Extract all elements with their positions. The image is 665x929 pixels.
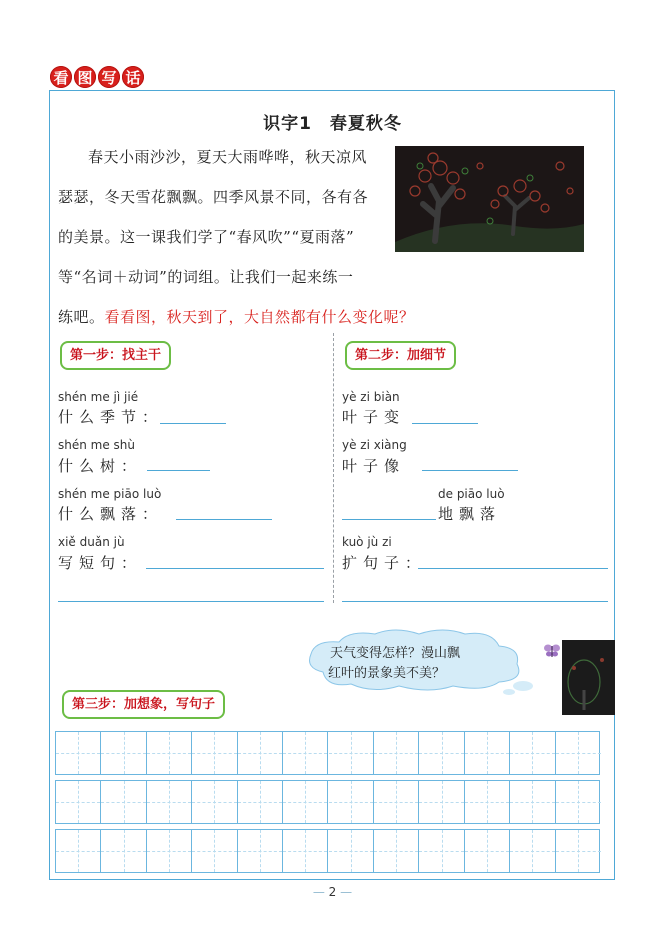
pinyin-write-short: xiě duǎn jù <box>58 535 125 549</box>
lesson-title: 识字1 春夏秋冬 <box>263 114 402 134</box>
pinyin-what-falls: shén me piāo luò <box>58 487 162 501</box>
page-number: 2 <box>328 885 337 899</box>
answer-line-expanded-sentence-2[interactable] <box>342 601 608 602</box>
intro-line-last <box>58 306 415 327</box>
thought-cloud-text <box>330 644 525 684</box>
intro-line: 的美景。这一课我们学了“春风吹”“夏雨落” <box>58 228 355 246</box>
intro-line: 瑟瑟，冬天雪花飘飘。四季风景不同，各有各 <box>58 188 369 206</box>
autumn-tree-illustration <box>395 146 584 252</box>
footer-dash: — <box>340 885 353 899</box>
grid-cell[interactable] <box>329 830 374 872</box>
prompt-falls-adverb: 地飘落 <box>438 505 502 523</box>
grid-cell[interactable] <box>238 830 283 872</box>
grid-cell[interactable] <box>56 830 101 872</box>
pinyin-leaves-change: yè zi biàn <box>342 390 400 404</box>
grid-cell[interactable] <box>329 732 374 774</box>
grid-cell[interactable] <box>192 781 237 823</box>
grid-cell[interactable] <box>556 830 601 872</box>
badge-char: 写 <box>98 66 120 88</box>
prompt-what-season: 什么季节： <box>58 408 164 426</box>
answer-line-expanded-sentence[interactable] <box>418 568 608 569</box>
grid-cell[interactable] <box>283 781 328 823</box>
answer-line-leaves-change[interactable] <box>412 423 478 424</box>
grid-cell[interactable] <box>465 732 510 774</box>
grid-cell[interactable] <box>329 781 374 823</box>
prompt-leaves-like: 叶子像 <box>342 457 406 475</box>
page-footer <box>0 885 665 899</box>
intro-question: 看看图，秋天到了，大自然都有什么变化呢？ <box>104 308 415 326</box>
intro-text: 练吧。 <box>58 308 105 326</box>
cloud-line: 天气变得怎样？漫山飘 <box>330 646 461 661</box>
step-three-label: 第三步：加想象，写句子 <box>62 690 225 719</box>
prompt-write-short: 写短句： <box>58 554 143 572</box>
grid-cell[interactable] <box>465 830 510 872</box>
butterfly-icon <box>543 643 561 663</box>
cloud-line: 红叶的景象美不美？ <box>328 666 446 681</box>
step-one-label: 第一步：找主干 <box>60 341 171 370</box>
grid-cell[interactable] <box>101 781 146 823</box>
grid-cell[interactable] <box>510 732 555 774</box>
badge-char: 图 <box>74 66 96 88</box>
grid-cell[interactable] <box>192 830 237 872</box>
grid-cell[interactable] <box>556 781 601 823</box>
grid-cell[interactable] <box>147 830 192 872</box>
pinyin-leaves-like: yè zi xiàng <box>342 438 407 452</box>
grid-cell[interactable] <box>419 830 464 872</box>
badge-char: 话 <box>122 66 144 88</box>
grid-cell[interactable] <box>56 732 101 774</box>
grid-cell[interactable] <box>374 830 419 872</box>
grid-cell[interactable] <box>465 781 510 823</box>
pinyin-falls-adverb: de piāo luò <box>438 487 505 501</box>
grid-cell[interactable] <box>419 781 464 823</box>
grid-cell[interactable] <box>147 781 192 823</box>
answer-line-short-sentence[interactable] <box>146 568 324 569</box>
pinyin-what-tree: shén me shù <box>58 438 136 452</box>
grid-cell[interactable] <box>283 732 328 774</box>
column-divider <box>333 333 334 603</box>
grid-cell[interactable] <box>374 732 419 774</box>
intro-line: 春天小雨沙沙，夏天大雨哗哗，秋天凉风 <box>88 148 368 166</box>
grid-row <box>55 731 600 775</box>
answer-line-short-sentence-2[interactable] <box>58 601 324 602</box>
prompt-leaves-change: 叶子变 <box>342 408 406 426</box>
grid-row <box>55 829 600 873</box>
prompt-expand-sentence: 扩句子： <box>342 554 427 572</box>
pinyin-expand-sentence: kuò jù zi <box>342 535 392 549</box>
grid-cell[interactable] <box>238 732 283 774</box>
grid-cell[interactable] <box>192 732 237 774</box>
grid-cell[interactable] <box>510 830 555 872</box>
tree-thumbnail-illustration <box>562 640 615 715</box>
answer-line-leaves-like[interactable] <box>422 470 518 471</box>
answer-line-season[interactable] <box>160 423 226 424</box>
grid-cell[interactable] <box>556 732 601 774</box>
answer-line-how-falls[interactable] <box>342 519 436 520</box>
badge-char: 看 <box>50 66 72 88</box>
grid-cell[interactable] <box>283 830 328 872</box>
grid-cell[interactable] <box>101 732 146 774</box>
grid-cell[interactable] <box>101 830 146 872</box>
prompt-what-falls: 什么飘落： <box>58 505 164 523</box>
grid-cell[interactable] <box>374 781 419 823</box>
intro-line: 等“名词＋动词”的词组。让我们一起来练一 <box>58 268 354 286</box>
grid-cell[interactable] <box>238 781 283 823</box>
grid-row <box>55 780 600 824</box>
answer-line-tree[interactable] <box>147 470 210 471</box>
grid-cell[interactable] <box>510 781 555 823</box>
grid-cell[interactable] <box>56 781 101 823</box>
step-two-label: 第二步：加细节 <box>345 341 456 370</box>
section-badge <box>50 66 146 88</box>
grid-cell[interactable] <box>419 732 464 774</box>
grid-cell[interactable] <box>147 732 192 774</box>
prompt-what-tree: 什么树： <box>58 457 143 475</box>
footer-dash: — <box>312 885 325 899</box>
pinyin-what-season: shén me jì jié <box>58 390 139 404</box>
answer-line-falls[interactable] <box>176 519 272 520</box>
